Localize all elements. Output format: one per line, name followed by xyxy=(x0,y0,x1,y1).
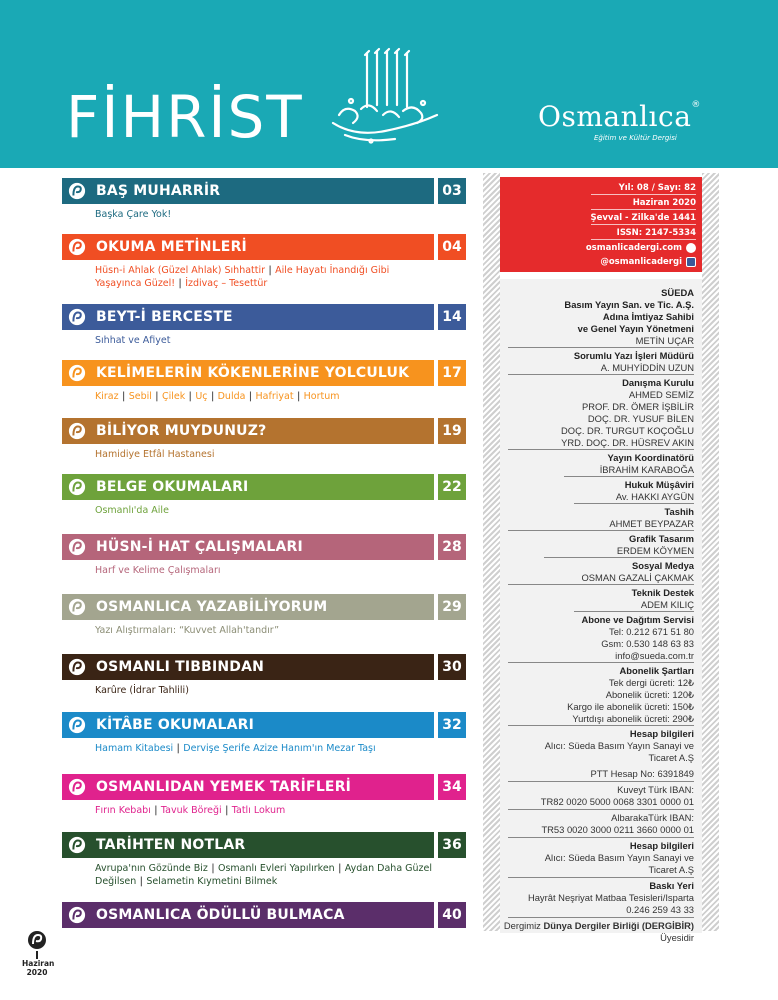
toc-entry-articles xyxy=(95,862,435,888)
separator: | xyxy=(185,391,196,402)
toc-entry-title: OSMANLIDAN YEMEK TARİFLERİ xyxy=(96,779,352,795)
toc-page-number: 19 xyxy=(438,418,466,444)
divider xyxy=(508,837,694,838)
toc-entry[interactable] xyxy=(62,178,466,232)
divider xyxy=(508,530,694,531)
toc-entry-bar[interactable] xyxy=(62,594,434,620)
separator: | xyxy=(207,863,218,874)
toc-page-number: 40 xyxy=(438,902,466,928)
stripe-pattern-left xyxy=(483,173,500,931)
registered-mark: ® xyxy=(691,100,701,110)
credit-tel: Tel: 0.212 671 51 80 xyxy=(609,626,694,637)
toc-entry-title: HÜSN-İ HAT ÇALIŞMALARI xyxy=(96,539,303,555)
divider xyxy=(508,584,694,585)
toc-entry[interactable] xyxy=(62,418,466,472)
section-logo-icon xyxy=(68,658,86,676)
section-logo-icon xyxy=(68,422,86,440)
credit-editor-title: Sorumlu Yazı İşleri Müdürü xyxy=(573,350,694,361)
credit-bank2-recv1: Alıcı: Süeda Basım Yayın Sanayi ve xyxy=(544,852,694,863)
separator: | xyxy=(151,391,162,402)
footer-badge xyxy=(22,930,55,980)
separator: | xyxy=(175,278,186,289)
article-title[interactable]: Tavuk Böreği xyxy=(160,805,222,816)
issue-year-number: Yıl: 08 / Sayı: 82 xyxy=(618,183,696,193)
toc-entry-bar[interactable] xyxy=(62,712,434,738)
credit-price2: Abonelik ücreti: 120₺ xyxy=(605,689,694,700)
toc-entry-bar[interactable] xyxy=(62,304,434,330)
credit-owner1: Adına İmtiyaz Sahibi xyxy=(602,311,694,322)
credit-price4: Yurtdışı abonelik ücreti: 290₺ xyxy=(572,713,694,724)
toc-entry-bar[interactable] xyxy=(62,360,434,386)
toc-entry-title: OSMANLI TIBBINDAN xyxy=(96,659,265,675)
article-title[interactable]: Dervişe Şerife Azize Hanım'ın Mezar Taşı xyxy=(183,743,376,754)
divider xyxy=(574,503,694,504)
article-title[interactable]: Fırın Kebabı xyxy=(95,805,151,816)
separator: | xyxy=(265,265,276,276)
divider xyxy=(508,662,694,663)
divider xyxy=(544,557,694,558)
credit-coord-title: Yayın Koordinatörü xyxy=(607,452,694,463)
credit-coord-name: İBRAHİM KARABOĞA xyxy=(599,464,694,475)
divider xyxy=(508,917,694,918)
divider xyxy=(564,476,694,477)
credit-owner-name: METİN UÇAR xyxy=(635,335,694,346)
issue-hijri-date: Şevval - Zilka'de 1441 xyxy=(590,213,696,223)
toc-entry[interactable] xyxy=(62,594,466,648)
article-title[interactable]: Osmanlı Evleri Yapılırken xyxy=(218,863,335,874)
divider xyxy=(591,224,696,225)
article-title[interactable]: Harf ve Kelime Çalışmaları xyxy=(95,565,221,576)
credit-price1: Tek dergi ücreti: 12₺ xyxy=(608,677,694,688)
article-title[interactable]: İzdivaç – Tesettür xyxy=(185,278,268,289)
separator: | xyxy=(136,876,147,887)
issue-date: Haziran 2020 xyxy=(632,198,696,208)
credit-board-0: AHMED SEMİZ xyxy=(628,389,694,400)
toc-entry[interactable] xyxy=(62,360,466,414)
section-logo-icon xyxy=(68,906,86,924)
article-title[interactable]: Sıhhat ve Afiyet xyxy=(95,335,171,346)
divider xyxy=(508,374,694,375)
credit-owner2: ve Genel Yayın Yönetmeni xyxy=(577,323,694,334)
toc-entry-articles xyxy=(95,504,435,517)
credit-board-4: YRD. DOÇ. DR. HÜSREV AKIN xyxy=(561,437,694,448)
credit-social-title: Sosyal Medya xyxy=(631,560,694,571)
section-logo-icon xyxy=(68,538,86,556)
credit-kt-label: Kuveyt Türk IBAN: xyxy=(617,784,694,795)
toc-entry-title: OSMANLICA ÖDÜLLÜ BULMACA xyxy=(96,907,345,923)
toc-entry-articles xyxy=(95,334,435,347)
section-logo-icon xyxy=(68,182,86,200)
credit-sub-title: Abone ve Dağıtım Servisi xyxy=(581,614,694,625)
toc-entry-title: BAŞ MUHARRİR xyxy=(96,183,221,199)
social-handle[interactable]: @osmanlicadergi xyxy=(600,257,682,267)
section-logo-icon xyxy=(68,478,86,496)
membership-suffix: Üyesidir xyxy=(660,932,694,943)
credits-panel xyxy=(500,279,702,943)
section-logo-icon xyxy=(68,716,86,734)
article-title[interactable]: Çilek xyxy=(161,391,186,402)
toc-entry-articles xyxy=(95,448,435,461)
article-title[interactable]: Yazı Alıştırmaları: “Kuvvet Allah'tandır” xyxy=(95,625,280,636)
section-logo-icon xyxy=(68,364,86,382)
credit-proof-name: AHMET BEYPAZAR xyxy=(609,518,694,529)
toc-entry-articles xyxy=(95,742,435,755)
toc-page-number: 36 xyxy=(438,832,466,858)
credit-at-iban: TR53 0020 3000 0211 3660 0000 01 xyxy=(541,824,694,835)
article-title[interactable]: Uç xyxy=(195,391,208,402)
besmele-calligraphy xyxy=(325,45,445,145)
divider xyxy=(508,449,694,450)
credit-print1: Hayrât Neşriyat Matbaa Tesisleri/Isparta xyxy=(527,892,694,903)
credit-publisher-full1: Basım Yayın San. ve Tic. A.Ş. xyxy=(564,299,694,310)
footer-year: 2020 xyxy=(26,968,48,977)
social-media-icon xyxy=(686,257,696,267)
credit-print-title: Baskı Yeri xyxy=(649,880,694,891)
toc-page-number: 34 xyxy=(438,774,466,800)
toc-page-number: 14 xyxy=(438,304,466,330)
toc-entry-bar[interactable] xyxy=(62,654,434,680)
credit-legal-name: Av. HAKKI AYGÜN xyxy=(615,491,694,502)
globe-icon xyxy=(686,243,696,253)
magazine-symbol-icon xyxy=(27,930,47,950)
toc-entry-bar[interactable] xyxy=(62,534,434,560)
toc-page-number: 30 xyxy=(438,654,466,680)
toc-page-number: 04 xyxy=(438,234,466,260)
toc-entry[interactable] xyxy=(62,774,466,828)
toc-entry-title: BELGE OKUMALARI xyxy=(96,479,249,495)
toc-entry-title: OKUMA METİNLERİ xyxy=(96,239,247,255)
toc-entry[interactable] xyxy=(62,474,466,528)
toc-entry[interactable] xyxy=(62,902,466,956)
magazine-logo xyxy=(538,100,701,150)
toc-entry-articles xyxy=(95,564,435,577)
divider xyxy=(591,239,696,240)
credit-price-title: Abonelik Şartları xyxy=(619,665,694,676)
divider xyxy=(508,877,694,878)
section-logo-icon xyxy=(68,238,86,256)
toc-entry[interactable] xyxy=(62,712,466,766)
article-title[interactable]: Aydan Daha Güzel Değilsen xyxy=(95,863,433,887)
credit-design-title: Grafik Tasarım xyxy=(629,533,694,544)
credit-design-name: ERDEM KÖYMEN xyxy=(616,545,694,556)
toc-entry-bar[interactable] xyxy=(62,178,434,204)
toc-entry[interactable] xyxy=(62,234,466,288)
credit-email[interactable]: info@sueda.com.tr xyxy=(615,650,694,661)
website-link[interactable]: osmanlicadergi.com xyxy=(585,243,682,253)
separator: | xyxy=(207,391,218,402)
divider xyxy=(591,209,696,210)
toc-entry-title: KELİMELERİN KÖKENLERİNE YOLCULUK xyxy=(96,365,410,381)
credit-bank-recv2: Ticaret A.Ş xyxy=(648,752,694,763)
issue-info-box xyxy=(500,177,702,272)
article-title[interactable]: Sebil xyxy=(128,391,152,402)
separator: | xyxy=(293,391,304,402)
credit-gsm: Gsm: 0.530 148 63 83 xyxy=(601,638,694,649)
article-title[interactable]: Karûre (İdrar Tahlili) xyxy=(95,685,189,696)
membership-prefix: Dergimiz xyxy=(503,920,544,931)
article-title[interactable]: Dulda xyxy=(217,391,246,402)
toc-entry-title: KİTÂBE OKUMALARI xyxy=(96,717,255,733)
divider xyxy=(508,725,694,726)
membership-note xyxy=(504,920,694,931)
credit-board-1: PROF. DR. ÖMER İŞBİLİR xyxy=(582,401,694,412)
toc-entry-articles xyxy=(95,208,435,221)
toc-entry-title: BİLİYOR MUYDUNUZ? xyxy=(96,423,267,439)
logo-wordmark: Osmanlıca xyxy=(538,100,692,133)
logo-tagline: Eğitim ve Kültür Dergisi xyxy=(594,134,677,142)
credit-ptt: PTT Hesap No: 6391849 xyxy=(590,768,694,779)
stripe-pattern-right xyxy=(702,173,719,931)
separator: | xyxy=(150,805,161,816)
toc-page-number: 03 xyxy=(438,178,466,204)
separator: | xyxy=(173,743,184,754)
credit-kt-iban: TR82 0020 5000 0068 3301 0000 01 xyxy=(540,796,694,807)
divider xyxy=(508,809,694,810)
credit-tech-name: ADEM KILIÇ xyxy=(640,599,694,610)
toc-entry-articles xyxy=(95,264,435,290)
article-title[interactable]: Tatlı Lokum xyxy=(231,805,286,816)
credit-board-2: DOÇ. DR. YUSUF BİLEN xyxy=(587,413,694,424)
credit-proof-title: Tashih xyxy=(664,506,694,517)
toc-page-number: 17 xyxy=(438,360,466,386)
article-title[interactable]: Hafriyat xyxy=(255,391,294,402)
toc-entry-bar[interactable] xyxy=(62,234,434,260)
article-title[interactable]: Kiraz xyxy=(95,391,119,402)
credit-tech-title: Teknik Destek xyxy=(631,587,694,598)
article-title[interactable]: Avrupa'nın Gözünde Biz xyxy=(95,863,208,874)
credit-bank-recv1: Alıcı: Süeda Basım Yayın Sanayi ve xyxy=(544,740,694,751)
credit-bank2-title: Hesap bilgileri xyxy=(629,840,694,851)
toc-page-number: 29 xyxy=(438,594,466,620)
toc-entry[interactable] xyxy=(62,534,466,588)
toc-entry-title: OSMANLICA YAZABİLİYORUM xyxy=(96,599,328,615)
article-title[interactable]: Hüsn-i Ahlak (Güzel Ahlak) Sıhhattir xyxy=(95,265,266,276)
footer-tick xyxy=(36,951,38,959)
article-title[interactable]: Aile Hayatı İnandığı Gibi Yaşayınca Güzel! xyxy=(95,265,390,289)
header-band xyxy=(0,0,778,168)
page-title: FİHRİST xyxy=(66,83,304,151)
imprint-column xyxy=(483,173,719,943)
separator: | xyxy=(118,391,129,402)
footer-month: Haziran xyxy=(22,959,55,968)
toc-entry-bar[interactable] xyxy=(62,418,434,444)
credit-social-name: OSMAN GAZALİ ÇAKMAK xyxy=(581,572,694,583)
toc-entry-bar[interactable] xyxy=(62,832,434,858)
credit-board-title: Danışma Kurulu xyxy=(622,377,694,388)
toc-entry[interactable] xyxy=(62,304,466,358)
toc-entry-articles xyxy=(95,804,435,817)
toc-entry-articles xyxy=(95,624,435,637)
toc-entry-articles xyxy=(95,390,435,403)
section-logo-icon xyxy=(68,598,86,616)
article-title[interactable]: Hamidiye Etfâl Hastanesi xyxy=(95,449,215,460)
toc-entry-bar[interactable] xyxy=(62,774,434,800)
section-logo-icon xyxy=(68,836,86,854)
divider xyxy=(508,781,694,782)
article-title[interactable]: Osmanlı'da Aile xyxy=(95,505,169,516)
article-title[interactable]: Selametin Kıymetini Bilmek xyxy=(146,876,278,887)
membership-org: Dünya Dergiler Birliği (DERGİBİR) xyxy=(543,920,694,931)
toc-entry-bar[interactable] xyxy=(62,902,434,928)
credit-print2: 0.246 259 43 33 xyxy=(626,904,694,915)
credit-price3: Kargo ile abonelik ücreti: 150₺ xyxy=(567,701,694,712)
toc-entry-title: BEYT-İ BERCESTE xyxy=(96,309,233,325)
toc-entry[interactable] xyxy=(62,654,466,708)
section-logo-icon xyxy=(68,778,86,796)
credit-bank2-recv2: Ticaret A.Ş xyxy=(648,864,694,875)
article-title[interactable]: Başka Çare Yok! xyxy=(95,209,172,220)
article-title[interactable]: Hortum xyxy=(303,391,340,402)
credit-bank-title: Hesap bilgileri xyxy=(629,728,694,739)
toc-page-number: 28 xyxy=(438,534,466,560)
credit-at-label: AlbarakaTürk IBAN: xyxy=(611,812,694,823)
toc-page-number: 22 xyxy=(438,474,466,500)
article-title[interactable]: Hamam Kitabesi xyxy=(95,743,174,754)
toc-entry[interactable] xyxy=(62,832,466,886)
credit-legal-title: Hukuk Müşâviri xyxy=(624,479,694,490)
separator: | xyxy=(334,863,345,874)
divider xyxy=(574,611,694,612)
divider xyxy=(591,194,696,195)
toc-entry-articles xyxy=(95,684,435,697)
credit-editor-name: A. MUHYİDDİN UZUN xyxy=(600,362,694,373)
credit-board-3: DOÇ. DR. TURGUT KOÇOĞLU xyxy=(561,425,694,436)
issue-issn: ISSN: 2147-5334 xyxy=(616,228,696,238)
separator: | xyxy=(245,391,256,402)
toc-page-number: 32 xyxy=(438,712,466,738)
section-logo-icon xyxy=(68,308,86,326)
toc-entry-title: TARİHTEN NOTLAR xyxy=(96,837,246,853)
divider xyxy=(508,347,694,348)
toc-entry-bar[interactable] xyxy=(62,474,434,500)
credit-publisher: SÜEDA xyxy=(661,287,694,298)
separator: | xyxy=(221,805,232,816)
